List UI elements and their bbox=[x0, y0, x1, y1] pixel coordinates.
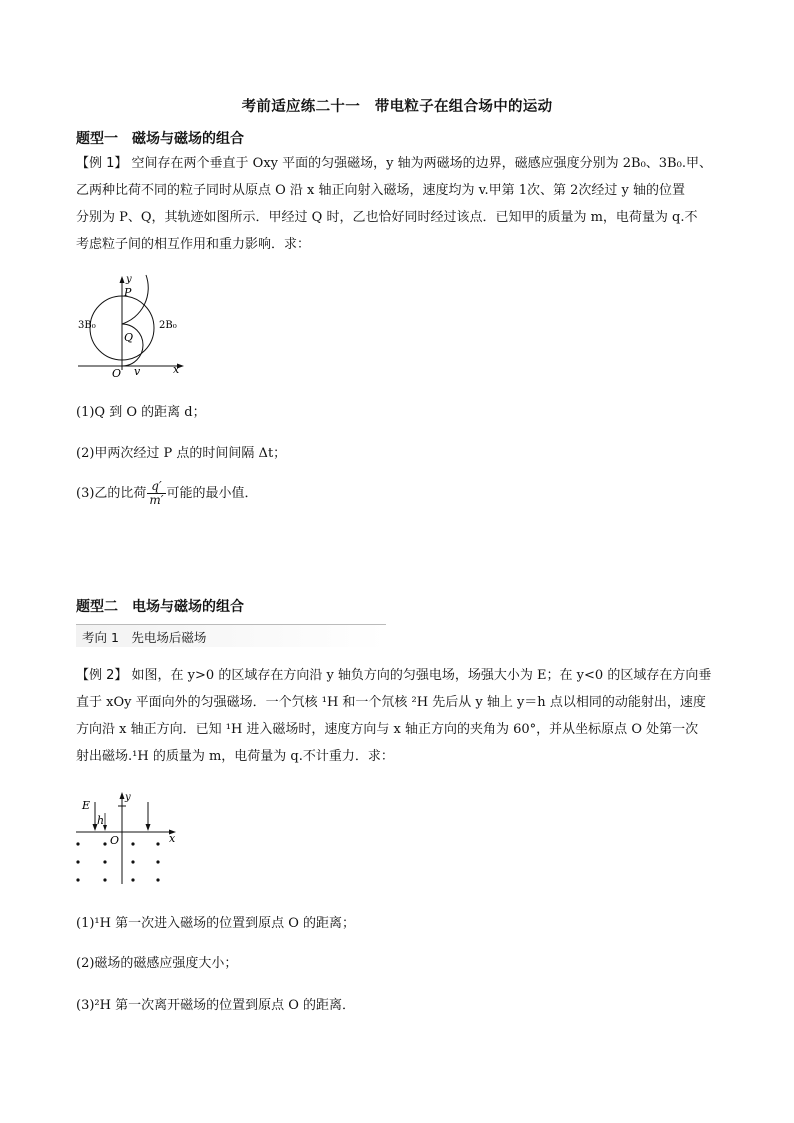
figure-2-y-axis-label: y bbox=[125, 792, 131, 803]
charge-mass-ratio-fraction bbox=[147, 480, 165, 507]
example-2-line: 方向沿 x 轴正方向．已知 ¹H 进入磁场时，速度方向与 x 轴正方向的夹角为 60°，并从坐标原点 O 处第一次 bbox=[76, 722, 699, 737]
question-1-1: (1)Q 到 O 的距离 d； bbox=[76, 405, 206, 420]
figure-2-origin-label: O bbox=[110, 834, 120, 847]
page-title: 考前适应练二十一 带电粒子在组合场中的运动 bbox=[241, 99, 553, 115]
subheading-text: 考向 1 先电场后磁场 bbox=[82, 630, 207, 645]
figure-2-height-label: h bbox=[97, 814, 105, 827]
figure-1-point-p-label: P bbox=[124, 286, 132, 299]
example-1-line: 空间存在两个垂直于 Oxy 平面的匀强磁场，y 轴为两磁场的边界，磁感应强度分别为 2B₀、3B₀.甲、 bbox=[131, 156, 712, 171]
figure-1-x-axis-label: x bbox=[173, 363, 180, 376]
example-1-line: 分别为 P、Q，其轨迹如图所示．甲经过 Q 时，乙也恰好同时经过该点．已知甲的质量为 m，电荷量为 q.不 bbox=[76, 210, 698, 225]
section-heading-2: 题型二 电场与磁场的组合 bbox=[76, 599, 244, 615]
question-1-3 bbox=[76, 480, 258, 507]
figure-2-field-e-label: E bbox=[82, 799, 91, 812]
question-2-1: (1)¹H 第一次进入磁场的位置到原点 O 的距离； bbox=[76, 916, 356, 931]
example-1-text bbox=[76, 150, 726, 258]
example-2-line: 如图，在 y>0 的区域存在方向沿 y 轴负方向的匀强电场，场强大小为 E；在 y<0 的区域存在方向垂 bbox=[131, 668, 712, 683]
figure-1-y-axis-label: y bbox=[126, 274, 132, 285]
example-1-label: 【例 1】 bbox=[76, 156, 128, 171]
example-2-text bbox=[76, 662, 726, 770]
fraction-denominator: m′ bbox=[149, 493, 164, 507]
question-2-3: (3)²H 第一次离开磁场的位置到原点 O 的距离． bbox=[76, 998, 356, 1013]
question-1-3-prefix: (3)乙的比荷 bbox=[76, 486, 147, 501]
fraction-numerator: q′ bbox=[147, 480, 165, 494]
example-2-label: 【例 2】 bbox=[76, 668, 128, 683]
question-1-2: (2)甲两次经过 P 点的时间间隔 Δt； bbox=[76, 446, 287, 461]
figure-1-right-field-label: 2B₀ bbox=[159, 320, 177, 331]
figure-1-magnetic-fields bbox=[70, 270, 200, 382]
example-2-line: 射出磁场.¹H 的质量为 m，电荷量为 q.不计重力．求： bbox=[76, 749, 394, 764]
example-2-line: 直于 xOy 平面向外的匀强磁场．一个氕核 ¹H 和一个氘核 ²H 先后从 y 轴上 y＝h 点以相同的动能射出，速度 bbox=[76, 695, 706, 710]
subheading-bar bbox=[76, 624, 386, 647]
section-heading-1: 题型一 磁场与磁场的组合 bbox=[76, 131, 244, 147]
figure-1-left-field-label: 3B₀ bbox=[78, 320, 96, 331]
figure-1-velocity-label: v bbox=[134, 365, 141, 378]
question-1-3-suffix: 可能的最小值． bbox=[166, 486, 258, 501]
example-1-line: 考虑粒子间的相互作用和重力影响．求： bbox=[76, 237, 311, 252]
question-2-2: (2)磁场的磁感应强度大小； bbox=[76, 956, 238, 971]
example-1-line: 乙两种比荷不同的粒子同时从原点 O 沿 x 轴正向射入磁场，速度均为 v.甲第 1次、第 2次经过 y 轴的位置 bbox=[76, 183, 686, 198]
figure-1-point-q-label: Q bbox=[124, 331, 134, 344]
figure-2-x-axis-label: x bbox=[169, 832, 176, 845]
figure-2-electric-magnetic-fields bbox=[70, 784, 182, 888]
figure-1-origin-label: O bbox=[112, 367, 122, 380]
